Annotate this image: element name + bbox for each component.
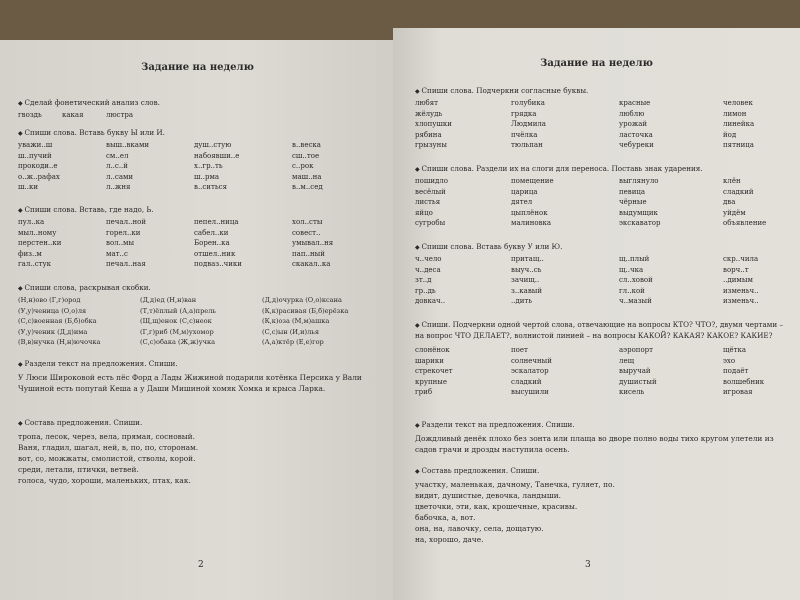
word-item: люстра — [106, 111, 133, 119]
word-item: рябина — [415, 130, 442, 139]
word-item: (В,в)нучка (Н,н)ючочка — [18, 338, 101, 346]
word-item: мыл..ному — [18, 228, 57, 237]
word-grid — [18, 217, 378, 270]
word-grid — [18, 140, 378, 193]
word-item: дятел — [511, 198, 533, 206]
word-item: линейка — [723, 120, 755, 128]
right-page-title: Задание на неделю — [540, 58, 653, 69]
word-item: ч..мазый — [619, 297, 652, 305]
word-item: волшебник — [723, 377, 765, 386]
word-item: эхо — [723, 356, 736, 365]
word-item: сл..ховой — [619, 276, 653, 284]
word-item: жёлудь — [415, 109, 443, 118]
word-item: умывал..ня — [292, 239, 334, 247]
word-item: помещение — [511, 177, 554, 185]
word-item: ..дить — [511, 297, 533, 305]
sentence-line: тропа, лесок, через, вела, прямая, сосновый. — [18, 432, 195, 441]
task-instruction: ◆ Спиши. Подчеркни одной чертой слова, отвечающие на вопросы КТО? ЧТО?, двумя чертами – на вопрос ЧТО ДЕЛАЕТ?, волнистой линией – на вопросы КАКОЙ? КАКАЯ? КАКОЕ? КАКИЕ? — [415, 320, 793, 341]
sentence-line: цветочки, эти, как, крошечные, красивы. — [415, 502, 578, 511]
word-item: ч..деса — [415, 265, 441, 274]
word-item: пул..ка — [18, 218, 45, 226]
word-item: совест.. — [292, 228, 321, 237]
task-instruction: ◆ Спиши слова, раскрывая скобки. — [18, 283, 378, 292]
word-grid — [415, 98, 793, 151]
word-item: (А,а)ктёр (Е,е)гор — [262, 338, 324, 346]
right-task-3 — [415, 242, 793, 307]
sentence-line: вот, со, можжаты, смолистой, стволы, корой. — [18, 454, 196, 463]
word-item: отшел..ник — [194, 249, 236, 258]
word-item: см..ел — [106, 151, 129, 160]
word-item: два — [723, 198, 736, 206]
word-item: хлопушки — [415, 120, 452, 128]
sentence-lines — [415, 479, 793, 545]
word-grid — [415, 176, 793, 229]
sentence-line: бабочка, а, вот. — [415, 513, 476, 522]
word-item: сабел..ки — [194, 228, 229, 237]
word-item: изменьч.. — [723, 286, 759, 295]
sentence-lines — [18, 431, 378, 486]
word-item: печал..ной — [106, 218, 147, 226]
word-item: ласточка — [619, 130, 653, 139]
word-item: любят — [415, 99, 439, 107]
word-item: царица — [511, 187, 538, 196]
word-item: человек — [723, 99, 753, 107]
task-instruction: ◆ Спиши слова. Вставь, где надо, Ь. — [18, 205, 378, 214]
word-item: вол..мы — [106, 239, 135, 247]
word-item: щ..плый — [619, 255, 650, 263]
word-item: пошидло — [415, 177, 449, 185]
word-item: урожай — [619, 120, 648, 128]
sentence-line: видит, душистые, девочка, ландыши. — [415, 491, 561, 500]
word-item: ч..чело — [415, 255, 442, 263]
left-task-6 — [18, 418, 378, 486]
word-item: лещ — [619, 356, 635, 365]
word-item: скр..чила — [723, 255, 759, 263]
word-item: щётка — [723, 346, 747, 354]
word-item: мат..с — [106, 249, 128, 258]
word-item: ворч..т — [723, 265, 749, 274]
word-item: яйцо — [415, 208, 433, 217]
word-item: слонёнок — [415, 346, 450, 354]
word-item: (К,к)расивая (Б,б)ерёзка — [262, 306, 349, 315]
word-grid — [18, 295, 378, 348]
word-item: уйдём — [723, 208, 746, 217]
word-item: солнечный — [511, 356, 552, 365]
word-item: в..веска — [292, 141, 321, 149]
word-item: тюльпан — [511, 141, 543, 149]
left-page — [0, 40, 395, 600]
word-item: какая — [62, 111, 84, 119]
word-item: выуч..сь — [511, 265, 542, 274]
word-item: сладкий — [723, 187, 754, 196]
word-item: листья — [415, 198, 441, 206]
word-item: печал..ная — [106, 260, 146, 268]
word-item: аэропорт — [619, 346, 654, 354]
word-item: щ..чка — [619, 265, 644, 274]
left-task-4 — [18, 283, 378, 348]
task-instruction: ◆ Раздели текст на предложения. Спиши. — [415, 420, 793, 429]
word-item: чёрные — [619, 198, 647, 206]
word-item: выдумщик — [619, 208, 658, 217]
word-item: высушили — [511, 388, 549, 396]
word-item: стрекочет — [415, 367, 453, 375]
task-instruction: ◆ Спиши слова. Подчеркни согласные буквы. — [415, 86, 793, 95]
word-item: физ..м — [18, 249, 42, 258]
word-item: (Д,д)ед (Н,н)ван — [140, 296, 197, 304]
word-item: гриб — [415, 388, 433, 396]
word-item: певица — [619, 187, 646, 196]
word-item: сугробы — [415, 219, 446, 227]
word-item: Борен..ка — [194, 239, 230, 247]
word-item: (К,к)оза (М,м)ашка — [262, 317, 330, 325]
word-item: (С,с)военная (Б,б)обка — [18, 317, 97, 325]
word-item: горел..ки — [106, 228, 141, 237]
word-item: (У,у)ченик (Д,д)има — [18, 327, 88, 336]
word-item: о..ж..рафах — [18, 172, 60, 181]
word-item: л..жня — [106, 183, 131, 191]
sentence-line: Ваня, гладил, шагал, ней, в, по, по, сторонам. — [18, 443, 199, 452]
word-item: (Т,т)ёплый (А,а)прель — [140, 306, 216, 315]
word-item: красные — [619, 99, 651, 107]
word-item: скакал..ка — [292, 260, 331, 268]
word-item: ..димым — [723, 276, 753, 284]
word-item: выглянуло — [619, 177, 659, 185]
word-item: душистый — [619, 377, 657, 386]
word-item: йод — [723, 130, 737, 139]
word-item: (Щ,щ)енок (С,с)неок — [140, 317, 212, 325]
word-item: лимон — [723, 109, 747, 118]
word-item: с..рок — [292, 162, 314, 170]
task-instruction: ◆ Раздели текст на предложения. Спиши. — [18, 359, 378, 368]
word-item: объявление — [723, 219, 767, 227]
sentence-line: она, на, лавочку, села, дощатую. — [415, 524, 544, 533]
sentence-line: среди, летали, птички, ветвей. — [18, 465, 139, 474]
task-instruction: ◆ Составь предложения. Спиши. — [18, 418, 378, 427]
task-instruction: ◆ Спиши слова. Раздели их на слоги для переноса. Поставь знак ударения. — [415, 164, 793, 173]
task-text: У Люси Широковой есть пёс Форд а Лады Жижиной подарили котёнка Персика у Вали Чушиной есть попугай Кеша а у Даши Мишиной хомяк Хомка и крыса Ларка. — [18, 373, 362, 393]
word-item: в..ситься — [194, 183, 227, 191]
word-item: клён — [723, 177, 741, 185]
word-item: сш..тое — [292, 151, 320, 160]
word-item: чебуреки — [619, 141, 654, 149]
word-item: шарики — [415, 356, 444, 365]
left-task-5 — [18, 359, 378, 394]
word-item: ш..пучий — [18, 151, 52, 160]
word-item: душ..стую — [194, 141, 232, 149]
sentence-line: участку, маленькая, дачному, Танечка, гуляет, по. — [415, 480, 615, 489]
word-item: весёлый — [415, 187, 446, 196]
right-task-5 — [415, 420, 793, 455]
word-item: малиновка — [511, 219, 552, 227]
word-item: пчёлка — [511, 130, 538, 139]
word-item: люблю — [619, 109, 645, 118]
word-item: Людмила — [511, 120, 546, 128]
word-item: (С,с)ын (И,и)лья — [262, 327, 320, 336]
word-item: л..сами — [106, 172, 134, 181]
word-item: пап..ный — [292, 249, 325, 258]
right-task-6 — [415, 466, 793, 545]
word-item: (С,с)обака (Ж,ж)учка — [140, 338, 216, 346]
word-item: пятница — [723, 141, 754, 149]
word-item: хол..сты — [292, 218, 323, 226]
word-item: сладкий — [511, 377, 542, 386]
word-item: притащ.. — [511, 255, 544, 263]
word-item: перстен..ки — [18, 239, 62, 247]
word-item: пепел..ница — [194, 218, 239, 226]
word-item: л..с..й — [106, 162, 128, 170]
task-instruction: ◆ Спиши слова. Вставь букву У или Ю. — [415, 242, 793, 251]
sentence-line: голоса, чудо, хороши, маленьких, птах, как. — [18, 476, 191, 485]
word-item: ш..ки — [18, 183, 38, 191]
word-grid — [415, 345, 793, 398]
word-item: з..кавый — [511, 286, 542, 295]
word-item: выручай — [619, 367, 651, 375]
word-item: зт..д — [415, 276, 432, 284]
page-number: 2 — [198, 560, 204, 570]
page-number: 3 — [585, 560, 591, 570]
word-item: маш..на — [292, 172, 322, 181]
word-item: эскалатор — [511, 367, 549, 375]
word-item: (Н,н)ово (Г,г)ород — [18, 296, 81, 304]
task-instruction: ◆ Спиши слова. Вставь букву Ы или И. — [18, 128, 378, 137]
word-item: крупные — [415, 377, 448, 386]
word-item: гал..стук — [18, 260, 52, 268]
word-item: подаёт — [723, 367, 749, 375]
word-item: в..м..сед — [292, 183, 323, 191]
left-task-2 — [18, 128, 378, 193]
right-task-4 — [415, 320, 793, 398]
word-item: гр..дь — [415, 286, 436, 295]
word-item: ш..рма — [194, 172, 220, 181]
word-item: подваз..чики — [194, 260, 242, 268]
word-item: зачищ.. — [511, 276, 540, 284]
word-item: грызуны — [415, 141, 447, 149]
left-task-1 — [18, 98, 378, 121]
word-item: кисель — [619, 388, 645, 396]
word-item: грядка — [511, 109, 537, 118]
word-grid — [415, 254, 793, 307]
word-item: выш..вками — [106, 141, 150, 149]
word-item: прокоди..е — [18, 162, 58, 170]
task-instruction: ◆ Сделай фонетический анализ слов. — [18, 98, 378, 107]
word-item: уважи..ш — [18, 141, 53, 149]
word-item: поет — [511, 346, 528, 354]
right-page — [393, 28, 800, 600]
word-item: х..гр..ть — [194, 162, 223, 170]
sentence-line: на, хорошо, даче. — [415, 535, 484, 544]
right-task-1 — [415, 86, 793, 151]
right-task-2 — [415, 164, 793, 229]
word-item: (Г,г)риб (М,м)ухомор — [140, 327, 214, 336]
word-item: цыплёнок — [511, 208, 548, 217]
left-task-3 — [18, 205, 378, 270]
word-item: экскаватор — [619, 219, 661, 227]
word-item: набоявши..е — [194, 151, 240, 160]
word-item: довкач.. — [415, 297, 446, 305]
word-item: гвоздь — [18, 111, 42, 119]
left-page-title: Задание на неделю — [141, 62, 254, 73]
task-text: Дождливый денёк плохо без зонта или плаща во дворе полно воды тихо кругом улетели из садов грачи и дрозды наступила осень. — [415, 434, 774, 454]
word-item: игровая — [723, 388, 753, 396]
word-item: (У,у)ченица (О,о)ля — [18, 306, 87, 315]
word-list — [18, 110, 378, 121]
word-item: гл..кой — [619, 286, 645, 295]
word-item: (Д,д)очурка (О,о)ксана — [262, 296, 342, 304]
word-item: голубика — [511, 99, 545, 107]
task-instruction: ◆ Составь предложения. Спиши. — [415, 466, 793, 475]
word-item: изменьч.. — [723, 297, 759, 305]
